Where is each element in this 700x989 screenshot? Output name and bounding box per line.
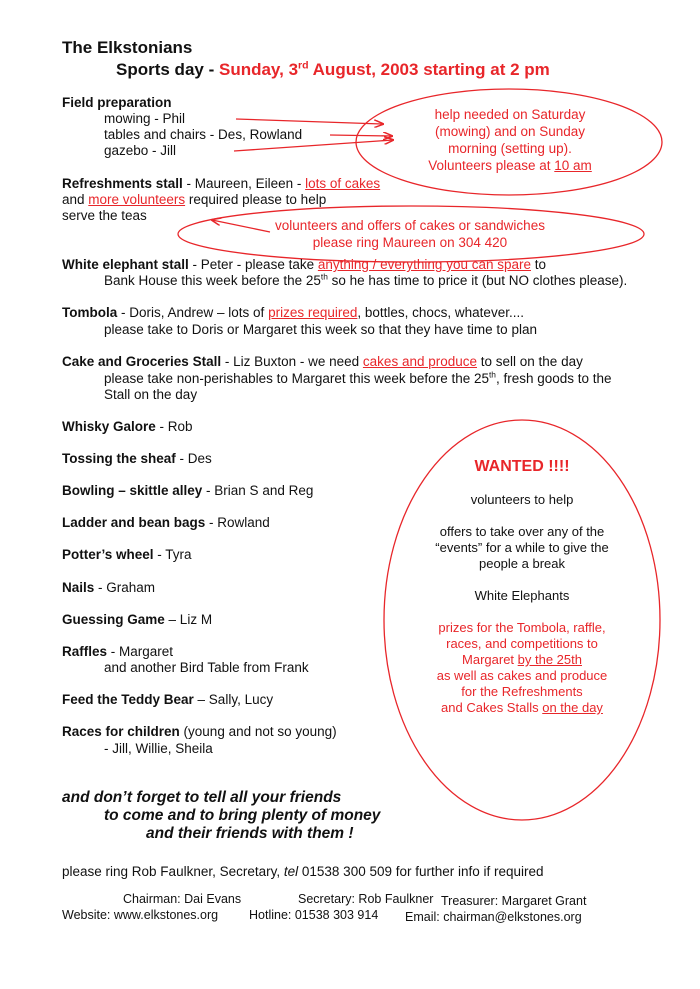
field-gazebo: gazebo - Jill [104,143,177,158]
closing-line3: and their friends with them ! [146,825,354,842]
footer-email: Email: chairman@elkstones.org [405,910,582,924]
cake-stall-line2: please take non-perishables to Margaret this week before the 25th, fresh goods to the [104,369,612,386]
event-races-line2: - Jill, Willie, Sheila [104,741,213,756]
footer-website: Website: www.elkstones.org [62,908,219,922]
refreshments-note: volunteers and offers of cakes or sandwiches please ring Maureen on 304 420 [275,218,545,250]
event-potters-wheel: Potter’s wheel - Tyra [62,547,192,562]
event-raffles-line2: and another Bird Table from Frank [104,660,309,675]
white-elephant-heading: White elephant stall [62,257,189,272]
field-mowing: mowing - Phil [104,111,186,126]
event-nails: Nails - Graham [62,580,156,595]
wanted-box: WANTED !!!! volunteers to help offers to take over any of the “events” for a while to give the people a break White Elephants prizes for the Tombola, raffle, races, and competitions to Margaret by the 25th as well as cakes and produce for the Refreshments and Cakes Stalls on the day [412,458,632,716]
event-guessing: Guessing Game – Liz M [62,612,213,627]
white-elephant-line1: White elephant stall - Peter - please take anything / everything you can spare to [62,257,547,272]
event-line [116,60,550,80]
closing-line1: and don’t forget to tell all your friends [62,789,342,806]
event-ladder: Ladder and bean bags - Rowland [62,515,270,530]
footer-secretary: Secretary: Rob Faulkner [298,892,434,906]
event-date: Sunday, 3rd August, 2003 starting at 2 pm [218,59,550,79]
event-raffles: Raffles - Margaret [62,644,174,659]
cake-stall-line1: Cake and Groceries Stall - Liz Buxton - we need cakes and produce to sell on the day [62,354,583,369]
refreshments-line1: Refreshments stall - Maureen, Eileen - lots of cakes [62,176,381,191]
refreshments-heading: Refreshments stall [62,176,183,191]
closing-line2: to come and to bring plenty of money [104,807,381,824]
footer-chairman: Chairman: Dai Evans [123,892,242,906]
tombola-line2: please take to Doris or Margaret this week so that they have time to plan [104,322,537,337]
white-elephant-line2: Bank House this week before the 25th so he has time to price it (but NO clothes please). [104,271,628,288]
wanted-title: WANTED !!!! [474,458,570,475]
event-whisky: Whisky Galore - Rob [62,419,193,434]
event-bowling: Bowling – skittle alley - Brian S and Reg [62,483,314,498]
refreshments-line2: and more volunteers required please to help [62,192,327,207]
cake-stall-heading: Cake and Groceries Stall [62,354,222,369]
contact-line: please ring Rob Faulkner, Secretary, tel 01538 300 509 for further info if required [62,864,544,879]
footer-treasurer: Treasurer: Margaret Grant [441,894,587,908]
field-tables: tables and chairs - Des, Rowland [104,127,303,142]
cake-stall-line3: Stall on the day [104,387,198,402]
event-races: Races for children (young and not so young) [62,724,337,739]
field-heading: Field preparation [62,95,172,110]
field-note: help needed on Saturday (mowing) and on Sunday morning (setting up). Volunteers please at 10 am [428,107,592,173]
tombola-heading: Tombola [62,305,118,320]
event-subtitle: Sports day - [116,60,215,79]
tombola-line1: Tombola - Doris, Andrew – lots of prizes required, bottles, chocs, whatever.... [62,305,524,320]
event-tossing: Tossing the sheaf - Des [62,451,212,466]
footer-hotline: Hotline: 01538 303 914 [249,908,379,922]
arrow-mowing [236,119,383,124]
page-title: The Elkstonians [62,38,193,57]
event-teddy: Feed the Teddy Bear – Sally, Lucy [62,692,274,707]
refreshments-line3: serve the teas [62,208,147,223]
